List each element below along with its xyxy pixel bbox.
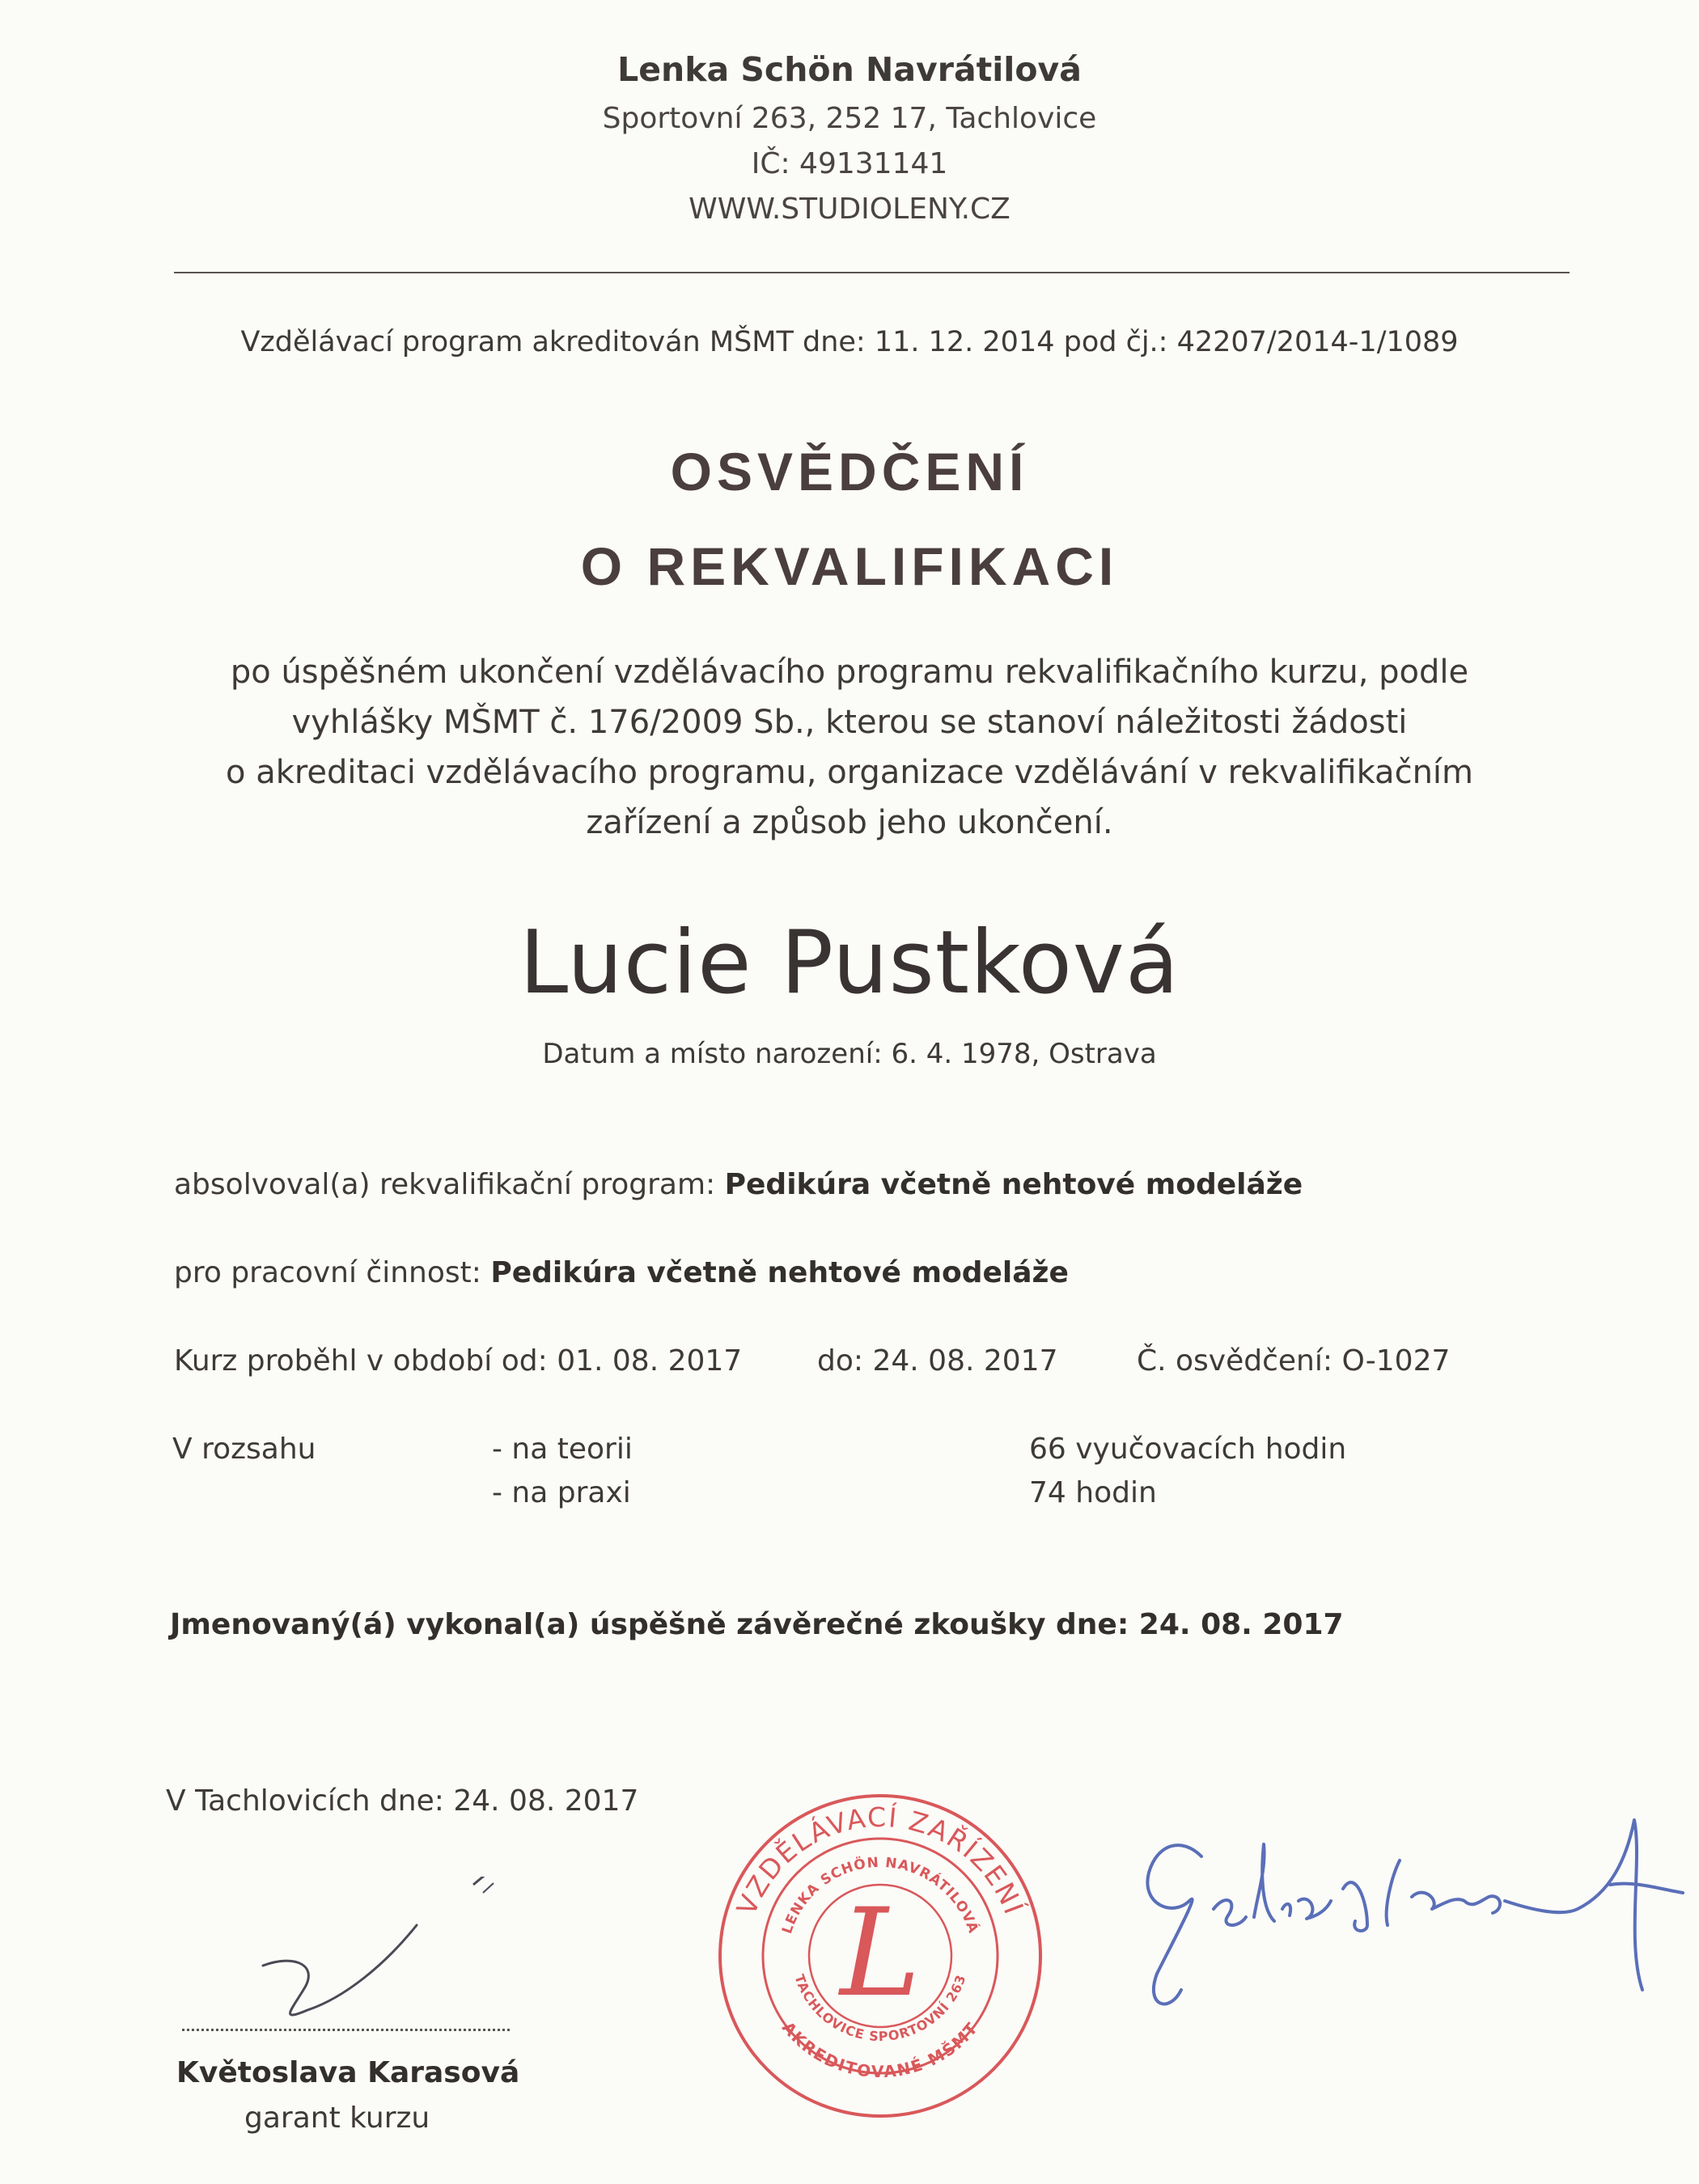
course-from <box>174 1344 742 1378</box>
recipient-birth: Datum a místo narození: 6. 4. 1978, Ostrava <box>542 1038 1157 1070</box>
program-value: Pedikúra včetně nehtové modeláže <box>724 1168 1303 1201</box>
issuer-ico: IČ: 49131141 <box>751 147 948 180</box>
scope-theory-value: 66 vyučovacích hodin <box>1029 1433 1347 1466</box>
stamp-outer-top: VZDĚLÁVACÍ ZAŘÍZENÍ <box>730 1801 1031 1920</box>
intro-line: zařízení a způsob jeho ukončení. <box>586 804 1113 841</box>
activity-label: pro pracovní činnost: <box>174 1256 481 1289</box>
accreditation-note: Vzdělávací program akreditován MŠMT dne: 11. 12. 2014 pod čj.: 42207/2014-1/1089 <box>240 326 1459 358</box>
guarantor-signature <box>231 1877 506 2038</box>
activity-row <box>174 1256 1069 1289</box>
guarantor-name: Květoslava Karasová <box>176 2056 520 2089</box>
certificate-number-label: Č. osvědčení: <box>1137 1344 1333 1378</box>
recipient-name: Lucie Pustková <box>519 912 1180 1014</box>
signature-line <box>182 2029 510 2031</box>
intro-paragraph <box>0 647 1699 848</box>
scope-practice-value: 74 hodin <box>1029 1476 1157 1509</box>
course-from-value: 01. 08. 2017 <box>557 1344 743 1378</box>
certificate-number <box>1137 1344 1450 1378</box>
scope-theory-label: - na teorii <box>492 1433 633 1466</box>
header-divider <box>174 272 1570 273</box>
place-date: V Tachlovicích dne: 24. 08. 2017 <box>166 1784 639 1818</box>
intro-line: o akreditaci vzdělávacího programu, organizace vzdělávání v rekvalifikačním <box>226 754 1473 791</box>
program-label: absolvoval(a) rekvalifikační program: <box>174 1168 716 1201</box>
stamp-outer-bottom: AKREDITOVANÉ MŠMT <box>777 2017 983 2082</box>
stamp-inner-bottom: TACHLOVICE SPORTOVNÍ 263 <box>791 1972 969 2045</box>
intro-line: vyhlášky MŠMT č. 176/2009 Sb., kterou se stanoví náležitosti žádosti <box>291 704 1408 741</box>
institution-stamp <box>710 1786 1050 2126</box>
guarantor-role: garant kurzu <box>244 2101 430 2135</box>
scope-label: V rozsahu <box>172 1433 316 1466</box>
course-from-label: Kurz proběhl v období od: <box>174 1344 548 1378</box>
program-row <box>174 1168 1303 1201</box>
issuer-address: Sportovní 263, 252 17, Tachlovice <box>602 102 1097 135</box>
course-to-label: do: <box>817 1344 864 1378</box>
intro-line: po úspěšném ukončení vzdělávacího programu rekvalifikačního kurzu, podle <box>230 654 1469 691</box>
stamp-inner-top: LENKA SCHÖN NAVRÁTILOVÁ <box>779 1854 981 1936</box>
certificate-number-value: O-1027 <box>1341 1344 1451 1378</box>
certificate-subtitle: O REKVALIFIKACI <box>580 536 1119 596</box>
scope-practice-label: - na praxi <box>492 1476 631 1509</box>
activity-value: Pedikúra včetně nehtové modeláže <box>490 1256 1069 1289</box>
issuer-name: Lenka Schön Navrátilová <box>617 50 1082 89</box>
certificate-title: OSVĚDČENÍ <box>670 442 1029 502</box>
course-to <box>817 1344 1057 1378</box>
director-signature <box>1125 1780 1691 2119</box>
issuer-web: WWW.STUDIOLENY.CZ <box>688 193 1011 226</box>
stamp-monogram: L <box>840 1883 921 2024</box>
course-to-value: 24. 08. 2017 <box>872 1344 1058 1378</box>
exam-statement: Jmenovaný(á) vykonal(a) úspěšně závěrečné zkoušky dne: 24. 08. 2017 <box>170 1608 1344 1641</box>
